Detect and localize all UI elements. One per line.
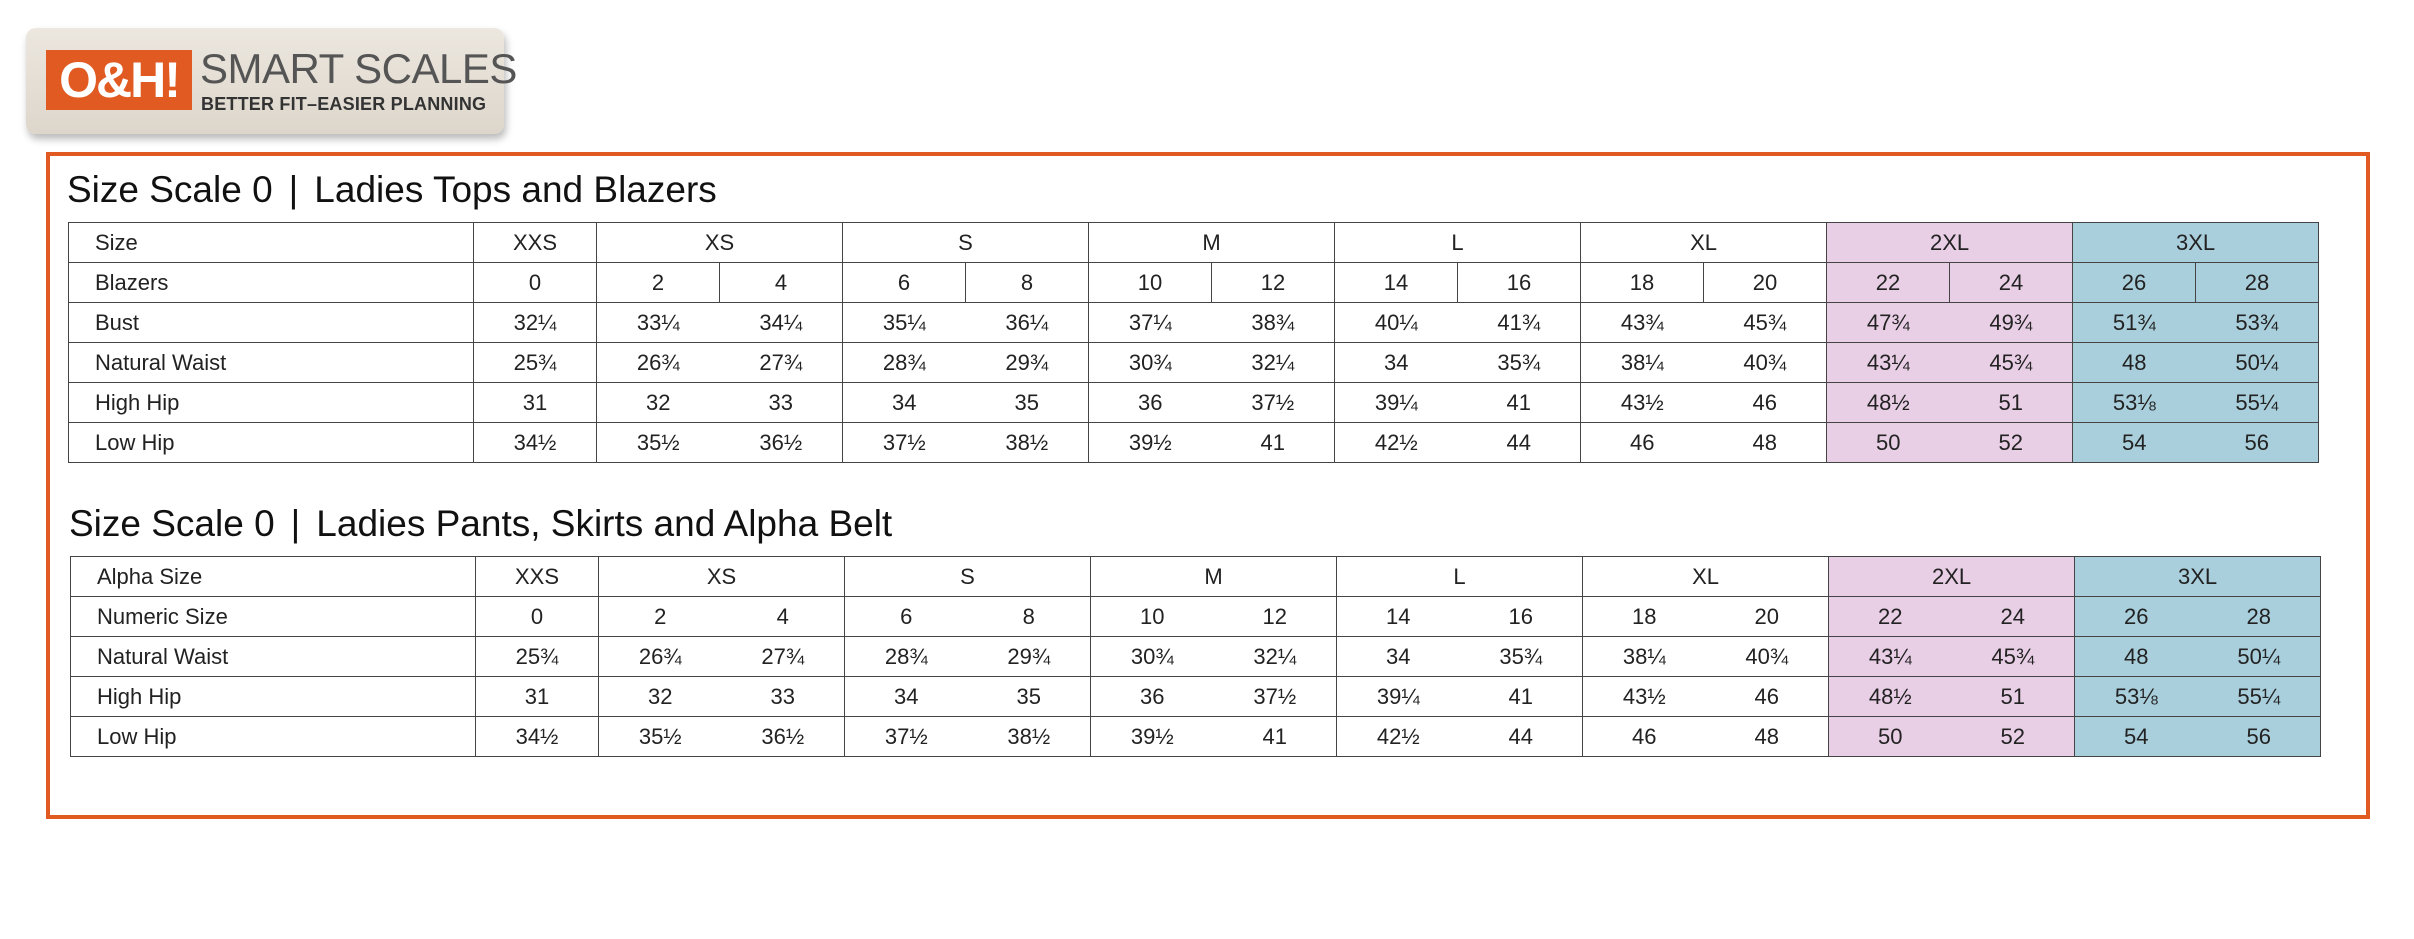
size-value-cell: 34: [845, 677, 968, 717]
brand-logo-mark: O&H!: [46, 50, 192, 110]
size-value-cell: 36½: [720, 423, 843, 463]
title-divider: |: [290, 503, 301, 544]
row-label: Low Hip: [71, 717, 476, 757]
size-value-cell: 29¾: [968, 637, 1091, 677]
size-group-header: XS: [599, 557, 845, 597]
size-value-cell: 34½: [476, 717, 599, 757]
size-value-cell: 34½: [474, 423, 597, 463]
section-title-tops: [67, 170, 717, 210]
size-value-cell: 49¾: [1950, 303, 2073, 343]
size-value-cell: 35¾: [1460, 637, 1583, 677]
size-value-cell: 31: [474, 383, 597, 423]
size-value-cell: 53⅛: [2075, 677, 2198, 717]
size-value-cell: 16: [1460, 597, 1583, 637]
size-value-cell: 24: [1950, 263, 2073, 303]
size-value-cell: 28: [2196, 263, 2319, 303]
size-value-cell: 56: [2196, 423, 2319, 463]
size-value-cell: 6: [843, 263, 966, 303]
section-title-prefix: Size Scale 0: [69, 503, 275, 544]
size-value-cell: 41: [1458, 383, 1581, 423]
brand-tagline: BETTER FIT–EASIER PLANNING: [201, 94, 487, 114]
size-value-cell: 26: [2073, 263, 2196, 303]
size-value-cell: 36: [1091, 677, 1214, 717]
table-row: [69, 383, 2319, 423]
size-value-cell: 2: [599, 597, 722, 637]
table-header-row: [69, 223, 2319, 263]
size-value-cell: 26: [2075, 597, 2198, 637]
size-group-header: XXS: [476, 557, 599, 597]
size-value-cell: 27¾: [722, 637, 845, 677]
table-row: [71, 637, 2321, 677]
size-value-cell: 26¾: [599, 637, 722, 677]
size-group-header: 2XL: [1829, 557, 2075, 597]
size-value-cell: 35: [968, 677, 1091, 717]
row-label: Size: [69, 223, 474, 263]
size-value-cell: 40¼: [1335, 303, 1458, 343]
size-group-header: XL: [1581, 223, 1827, 263]
size-value-cell: 25¾: [476, 637, 599, 677]
row-label: Bust: [69, 303, 474, 343]
size-value-cell: 28¾: [845, 637, 968, 677]
size-value-cell: 33: [722, 677, 845, 717]
row-label: Natural Waist: [69, 343, 474, 383]
row-label: Alpha Size: [71, 557, 476, 597]
section-title-pants: [69, 504, 892, 544]
size-value-cell: 4: [720, 263, 843, 303]
size-value-cell: 35: [966, 383, 1089, 423]
size-value-cell: 38¼: [1583, 637, 1706, 677]
size-value-cell: 48½: [1829, 677, 1952, 717]
size-group-header: S: [843, 223, 1089, 263]
size-value-cell: 33: [720, 383, 843, 423]
size-value-cell: 55¼: [2196, 383, 2319, 423]
brand-title: SMART SCALES: [200, 45, 517, 92]
size-value-cell: 50: [1829, 717, 1952, 757]
size-value-cell: 54: [2075, 717, 2198, 757]
size-value-cell: 37½: [1212, 383, 1335, 423]
size-value-cell: 0: [476, 597, 599, 637]
size-value-cell: 32¼: [1212, 343, 1335, 383]
size-value-cell: 37½: [843, 423, 966, 463]
size-value-cell: 53¾: [2196, 303, 2319, 343]
size-value-cell: 51¾: [2073, 303, 2196, 343]
size-table-pants-skirts-belt: [70, 556, 2321, 757]
size-value-cell: 46: [1704, 383, 1827, 423]
size-value-cell: 10: [1089, 263, 1212, 303]
size-value-cell: 18: [1583, 597, 1706, 637]
size-group-header: 3XL: [2073, 223, 2319, 263]
size-value-cell: 14: [1337, 597, 1460, 637]
size-value-cell: 56: [2198, 717, 2321, 757]
size-value-cell: 0: [474, 263, 597, 303]
size-value-cell: 18: [1581, 263, 1704, 303]
row-label: Blazers: [69, 263, 474, 303]
size-value-cell: 35½: [597, 423, 720, 463]
size-value-cell: 38¾: [1212, 303, 1335, 343]
size-group-header: S: [845, 557, 1091, 597]
size-value-cell: 6: [845, 597, 968, 637]
size-value-cell: 26¾: [597, 343, 720, 383]
size-value-cell: 50¼: [2196, 343, 2319, 383]
size-value-cell: 20: [1706, 597, 1829, 637]
size-value-cell: 48: [2073, 343, 2196, 383]
size-value-cell: 39¼: [1335, 383, 1458, 423]
row-label: High Hip: [69, 383, 474, 423]
size-value-cell: 34¼: [720, 303, 843, 343]
size-value-cell: 38½: [966, 423, 1089, 463]
size-value-cell: 41¾: [1458, 303, 1581, 343]
size-value-cell: 55¼: [2198, 677, 2321, 717]
size-value-cell: 45¾: [1950, 343, 2073, 383]
size-value-cell: 43¼: [1827, 343, 1950, 383]
size-value-cell: 34: [843, 383, 966, 423]
size-value-cell: 43½: [1581, 383, 1704, 423]
table-row: [69, 263, 2319, 303]
row-label: High Hip: [71, 677, 476, 717]
size-value-cell: 2: [597, 263, 720, 303]
size-group-header: 3XL: [2075, 557, 2321, 597]
size-group-header: L: [1335, 223, 1581, 263]
size-value-cell: 48½: [1827, 383, 1950, 423]
size-value-cell: 10: [1091, 597, 1214, 637]
table-row: [69, 303, 2319, 343]
size-value-cell: 53⅛: [2073, 383, 2196, 423]
size-value-cell: 32¼: [474, 303, 597, 343]
table-row: [69, 343, 2319, 383]
size-value-cell: 50: [1827, 423, 1950, 463]
size-value-cell: 28¾: [843, 343, 966, 383]
size-value-cell: 24: [1952, 597, 2075, 637]
size-value-cell: 41: [1212, 423, 1335, 463]
size-value-cell: 39½: [1089, 423, 1212, 463]
size-value-cell: 50¼: [2198, 637, 2321, 677]
size-value-cell: 30¾: [1089, 343, 1212, 383]
size-value-cell: 52: [1950, 423, 2073, 463]
size-value-cell: 12: [1212, 263, 1335, 303]
table-row: [71, 677, 2321, 717]
size-group-header: XXS: [474, 223, 597, 263]
size-value-cell: 48: [1704, 423, 1827, 463]
size-value-cell: 37½: [845, 717, 968, 757]
size-value-cell: 54: [2073, 423, 2196, 463]
size-table-tops-blazers: [68, 222, 2319, 463]
size-value-cell: 32¼: [1214, 637, 1337, 677]
size-value-cell: 43¾: [1581, 303, 1704, 343]
size-value-cell: 43¼: [1829, 637, 1952, 677]
size-value-cell: 36: [1089, 383, 1212, 423]
size-value-cell: 46: [1581, 423, 1704, 463]
section-title-name: Ladies Pants, Skirts and Alpha Belt: [316, 503, 893, 544]
size-value-cell: 39½: [1091, 717, 1214, 757]
size-value-cell: 30¾: [1091, 637, 1214, 677]
size-value-cell: 36¼: [966, 303, 1089, 343]
row-label: Numeric Size: [71, 597, 476, 637]
size-value-cell: 12: [1214, 597, 1337, 637]
size-value-cell: 32: [599, 677, 722, 717]
size-value-cell: 20: [1704, 263, 1827, 303]
section-title-name: Ladies Tops and Blazers: [314, 169, 717, 210]
section-title-prefix: Size Scale 0: [67, 169, 273, 210]
size-value-cell: 41: [1214, 717, 1337, 757]
size-group-header: XL: [1583, 557, 1829, 597]
size-value-cell: 34: [1335, 343, 1458, 383]
size-value-cell: 42½: [1337, 717, 1460, 757]
size-value-cell: 33¼: [597, 303, 720, 343]
size-value-cell: 32: [597, 383, 720, 423]
size-value-cell: 44: [1458, 423, 1581, 463]
size-value-cell: 43½: [1583, 677, 1706, 717]
size-value-cell: 16: [1458, 263, 1581, 303]
size-value-cell: 36½: [722, 717, 845, 757]
size-value-cell: 52: [1952, 717, 2075, 757]
size-value-cell: 29¾: [966, 343, 1089, 383]
size-value-cell: 40¾: [1704, 343, 1827, 383]
size-value-cell: 46: [1583, 717, 1706, 757]
size-value-cell: 25¾: [474, 343, 597, 383]
size-value-cell: 31: [476, 677, 599, 717]
size-value-cell: 8: [968, 597, 1091, 637]
size-value-cell: 37½: [1214, 677, 1337, 717]
size-value-cell: 22: [1827, 263, 1950, 303]
row-label: Natural Waist: [71, 637, 476, 677]
size-group-header: 2XL: [1827, 223, 2073, 263]
size-group-header: XS: [597, 223, 843, 263]
size-value-cell: 27¾: [720, 343, 843, 383]
size-value-cell: 38¼: [1581, 343, 1704, 383]
size-group-header: L: [1337, 557, 1583, 597]
size-value-cell: 38½: [968, 717, 1091, 757]
size-value-cell: 42½: [1335, 423, 1458, 463]
size-value-cell: 4: [722, 597, 845, 637]
size-value-cell: 45¾: [1704, 303, 1827, 343]
size-group-header: M: [1089, 223, 1335, 263]
size-value-cell: 37¼: [1089, 303, 1212, 343]
size-value-cell: 48: [2075, 637, 2198, 677]
size-value-cell: 14: [1335, 263, 1458, 303]
size-value-cell: 35¾: [1458, 343, 1581, 383]
size-value-cell: 28: [2198, 597, 2321, 637]
title-divider: |: [288, 169, 299, 210]
size-value-cell: 41: [1460, 677, 1583, 717]
size-value-cell: 46: [1706, 677, 1829, 717]
size-value-cell: 35¼: [843, 303, 966, 343]
size-value-cell: 39¼: [1337, 677, 1460, 717]
size-value-cell: 51: [1950, 383, 2073, 423]
size-value-cell: 48: [1706, 717, 1829, 757]
size-value-cell: 34: [1337, 637, 1460, 677]
table-row: [71, 597, 2321, 637]
size-value-cell: 8: [966, 263, 1089, 303]
size-value-cell: 44: [1460, 717, 1583, 757]
row-label: Low Hip: [69, 423, 474, 463]
size-value-cell: 45¾: [1952, 637, 2075, 677]
size-value-cell: 40¾: [1706, 637, 1829, 677]
size-value-cell: 35½: [599, 717, 722, 757]
size-value-cell: 51: [1952, 677, 2075, 717]
table-row: [69, 423, 2319, 463]
size-group-header: M: [1091, 557, 1337, 597]
table-row: [71, 717, 2321, 757]
table-header-row: [71, 557, 2321, 597]
size-value-cell: 47¾: [1827, 303, 1950, 343]
size-value-cell: 22: [1829, 597, 1952, 637]
brand-logo-badge: [26, 28, 517, 134]
